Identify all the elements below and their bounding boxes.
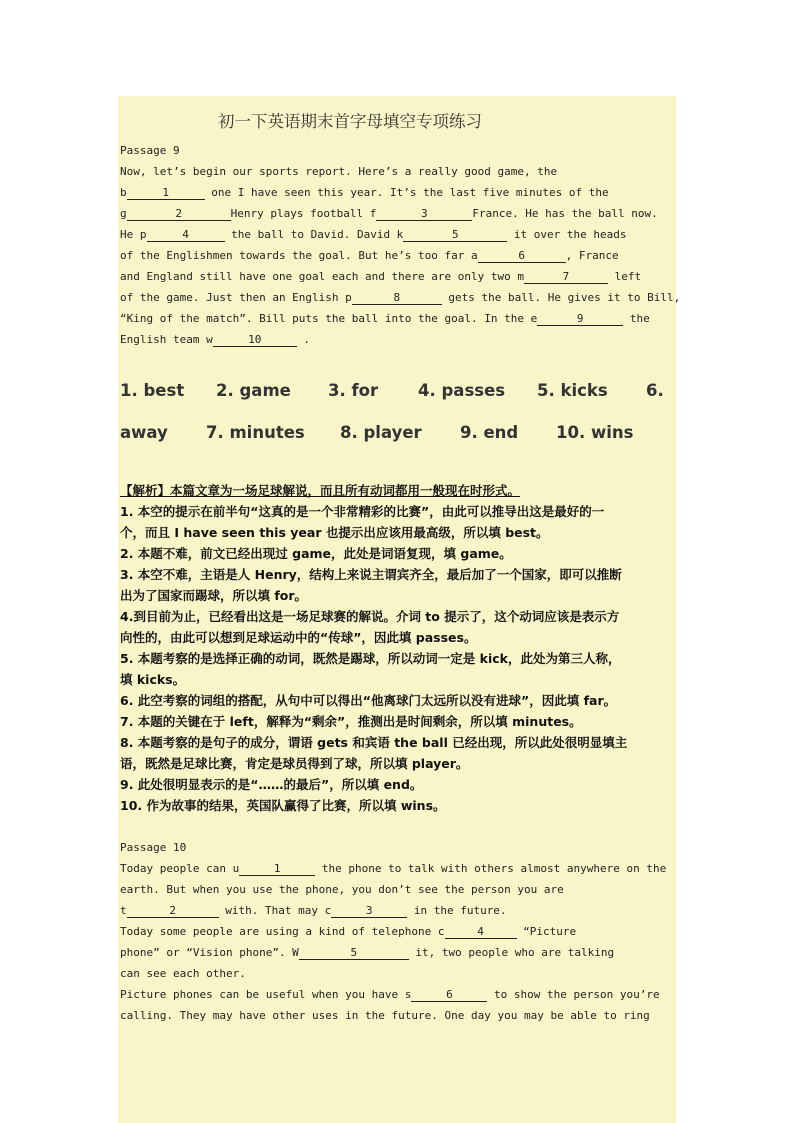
blank-9[interactable]: 9 [537,313,623,326]
answer-8: 8. player [340,423,422,442]
passage10-line: can see each other. [120,967,246,980]
analysis-note: 6. 此空考察的词组的搭配，从句中可以得出“他离球门太远所以没有进球”，因此填 far。 [120,693,617,708]
blank-6[interactable]: 6 [478,250,566,263]
passage10-line: Today people can u 1 the phone to talk with others almost anywhere on the [120,862,667,875]
analysis-note: 5. 本题考察的是选择正确的动词，既然是踢球，所以动词一定是 kick，此处为第三人称， [120,651,621,666]
passage9-line: Now, let’s begin our sports report. Here’s a really good game, the [120,165,558,178]
passage9-line: English team w 10 . [120,333,310,346]
passage9-line: of the Englishmen towards the goal. But he’s too far a 6 , France [120,249,619,262]
answer-9: 9. end [460,423,519,442]
answer-6: away [120,423,168,442]
answer-5: 5. kicks [537,381,608,400]
analysis-note: 出为了国家而踢球，所以填 for。 [120,588,308,603]
analysis-note: 向性的，由此可以想到足球运动中的“传球”，因此填 passes。 [120,630,477,645]
blank-2[interactable]: 2 [127,905,219,918]
passage10-line: earth. But when you use the phone, you don’t see the person you are [120,883,564,896]
passage10-line: Today some people are using a kind of telephone c 4 “Picture [120,925,577,938]
passage9-line: and England still have one goal each and there are only two m 7 left [120,270,642,283]
blank-2[interactable]: 2 [127,208,231,221]
passage9-line: of the game. Just then an English p 8 gets the ball. He gives it to Bill, [120,291,681,304]
passage9-line: b 1 one I have seen this year. It’s the last five minutes of the [120,186,609,199]
passage9-line: g 2 Henry plays football f 3 France. He has the ball now. [120,207,658,220]
blank-4[interactable]: 4 [445,926,517,939]
analysis-note: 填 kicks。 [120,672,186,687]
answer-3: 3. for [328,381,379,400]
passage10-line: t 2 with. That may c 3 in the future. [120,904,507,917]
blank-7[interactable]: 7 [524,271,608,284]
page-title: 初一下英语期末首字母填空专项练习 [218,112,482,131]
analysis-note: 10. 作为故事的结果，英国队赢得了比赛，所以填 wins。 [120,798,446,813]
passage10-line: Picture phones can be useful when you have s 6 to show the person you’re [120,988,660,1001]
analysis-heading: 【解析】本篇文章为一场足球解说，而且所有动词都用一般现在时形式。 [120,483,521,498]
analysis-note: 2. 本题不难，前文已经出现过 game，此处是词语复现，填 game。 [120,546,512,561]
blank-1[interactable]: 1 [127,187,205,200]
blank-3[interactable]: 3 [376,208,472,221]
answer-2: 2. game [216,381,291,400]
answer-1: 1. best [120,381,185,400]
blank-3[interactable]: 3 [331,905,407,918]
passage10-line: calling. They may have other uses in the future. One day you may be able to ring [120,1009,650,1022]
passage9-line: He p 4 the ball to David. David k 5 it over the heads [120,228,627,241]
blank-10[interactable]: 10 [213,334,297,347]
blank-4[interactable]: 4 [147,229,225,242]
passage10-label: Passage 10 [120,841,187,854]
analysis-note: 9. 此处很明显表示的是“……的最后”，所以填 end。 [120,777,423,792]
analysis-note: 3. 本空不难，主语是人 Henry，结构上来说主谓宾齐全，最后加了一个国家，即可以推断 [120,567,622,582]
analysis-note: 4.到目前为止，已经看出这是一场足球赛的解说。介词 to 提示了，这个动词应该是表示方 [120,609,620,624]
analysis-note: 个，而且 I have seen this year 也提示出应该用最高级，所以填 best。 [120,525,549,540]
analysis-note: 7. 本题的关键在于 left，解释为“剩余”，推测出是时间剩余，所以填 minutes。 [120,714,582,729]
blank-5[interactable]: 5 [403,229,507,242]
answer-4: 4. passes [418,381,506,400]
blank-1[interactable]: 1 [239,863,315,876]
answer-6-number: 6. [646,381,664,400]
blank-5[interactable]: 5 [299,947,409,960]
passage10-line: phone” or “Vision phone”. W 5 it, two people who are talking [120,946,615,959]
answer-7: 7. minutes [206,423,305,442]
answer-10: 10. wins [556,423,634,442]
passage9-line: “King of the match”. Bill puts the ball into the goal. In the e 9 the [120,312,650,325]
analysis-note: 语，既然是足球比赛，肯定是球员得到了球，所以填 player。 [120,756,469,771]
analysis-note: 1. 本空的提示在前半句“这真的是一个非常精彩的比赛”，由此可以推导出这是最好的一 [120,504,605,519]
analysis-note: 8. 本题考察的是句子的成分，谓语 gets 和宾语 the ball 已经出现，所以此处很明显填主 [120,735,628,750]
blank-8[interactable]: 8 [352,292,442,305]
passage9-label: Passage 9 [120,144,180,157]
blank-6[interactable]: 6 [411,989,487,1002]
